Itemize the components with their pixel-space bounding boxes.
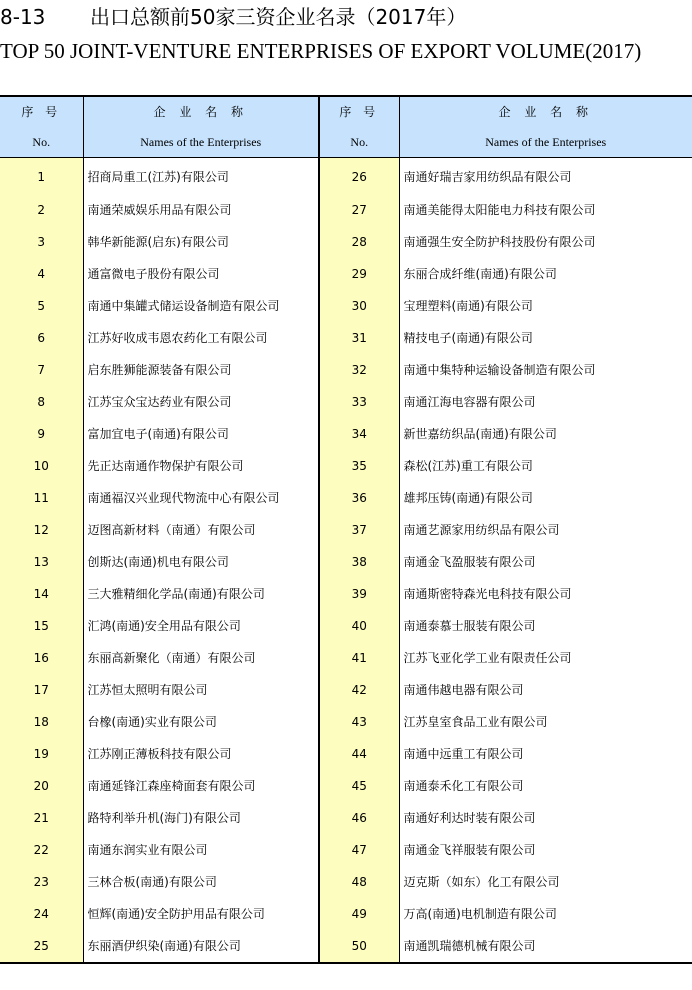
enterprise-name-left: 韩华新能源(启东)有限公司 xyxy=(83,226,319,258)
enterprise-name-left: 通富微电子股份有限公司 xyxy=(83,258,319,290)
row-number-left: 6 xyxy=(0,322,83,354)
enterprise-name-right: 东丽合成纤维(南通)有限公司 xyxy=(403,267,557,281)
table-row xyxy=(0,226,692,258)
table-row xyxy=(0,418,692,450)
enterprise-name-right: 南通中远重工有限公司 xyxy=(403,747,524,761)
row-number-left: 17 xyxy=(0,674,83,706)
row-number-right: 36 xyxy=(319,482,399,514)
row-number-left: 13 xyxy=(0,546,83,578)
enterprise-name-right: 南通艺源家用纺织品有限公司 xyxy=(403,523,560,537)
row-number-left: 14 xyxy=(0,578,83,610)
enterprise-name-left: 南通东润实业有限公司 xyxy=(83,834,319,866)
table-title-chinese xyxy=(0,2,466,32)
enterprise-name-left: 南通福汉兴业现代物流中心有限公司 xyxy=(83,482,319,514)
enterprise-name-right: 南通斯密特森光电科技有限公司 xyxy=(403,587,572,601)
enterprise-name-left: 招商局重工(江苏)有限公司 xyxy=(83,158,319,195)
enterprise-name-left: 三林合板(南通)有限公司 xyxy=(83,866,319,898)
row-number-left: 15 xyxy=(0,610,83,642)
enterprise-name-right: 万高(南通)电机制造有限公司 xyxy=(403,907,557,921)
row-number-left: 10 xyxy=(0,450,83,482)
table-row xyxy=(0,706,692,738)
row-number-left: 8 xyxy=(0,386,83,418)
enterprise-name-left: 路特利举升机(海门)有限公司 xyxy=(83,802,319,834)
table-number: 8-13 xyxy=(0,5,46,29)
enterprise-name-right: 宝理塑料(南通)有限公司 xyxy=(403,299,533,313)
table-row xyxy=(0,354,692,386)
row-number-right: 40 xyxy=(319,610,399,642)
header-name-cn-right: 企 业 名 称 xyxy=(399,96,692,127)
row-number-left: 18 xyxy=(0,706,83,738)
table-row xyxy=(0,546,692,578)
table-row xyxy=(0,578,692,610)
enterprise-name-left: 汇鸿(南通)安全用品有限公司 xyxy=(83,610,319,642)
row-number-right: 32 xyxy=(319,354,399,386)
row-number-right: 28 xyxy=(319,226,399,258)
row-number-right: 33 xyxy=(319,386,399,418)
row-number-left: 24 xyxy=(0,898,83,930)
enterprise-name-left: 启东胜狮能源装备有限公司 xyxy=(83,354,319,386)
enterprise-name-right: 森松(江苏)重工有限公司 xyxy=(403,459,533,473)
enterprise-name-left: 东丽高新聚化（南通）有限公司 xyxy=(83,642,319,674)
enterprise-name-right: 南通中集特种运输设备制造有限公司 xyxy=(403,363,596,377)
enterprise-name-left: 南通荣威娱乐用品有限公司 xyxy=(83,194,319,226)
enterprise-name-right: 南通泰禾化工有限公司 xyxy=(403,779,524,793)
table-row xyxy=(0,674,692,706)
row-number-left: 12 xyxy=(0,514,83,546)
table-row xyxy=(0,158,692,195)
enterprise-name-left: 台橡(南通)实业有限公司 xyxy=(83,706,319,738)
row-number-right: 31 xyxy=(319,322,399,354)
enterprise-name-left: 江苏好收成韦恩农药化工有限公司 xyxy=(83,322,319,354)
row-number-left: 22 xyxy=(0,834,83,866)
table-row xyxy=(0,290,692,322)
header-no-cn-left: 序 号 xyxy=(0,96,83,127)
enterprise-name-left: 三大雅精细化学品(南通)有限公司 xyxy=(83,578,319,610)
row-number-left: 4 xyxy=(0,258,83,290)
enterprise-name-right: 南通泰慕士服装有限公司 xyxy=(403,619,536,633)
row-number-right: 37 xyxy=(319,514,399,546)
row-number-right: 46 xyxy=(319,802,399,834)
enterprise-name-right: 南通凯瑞德机械有限公司 xyxy=(399,930,692,963)
row-number-right: 49 xyxy=(319,898,399,930)
enterprise-name-left: 江苏宝众宝达药业有限公司 xyxy=(83,386,319,418)
row-number-left: 7 xyxy=(0,354,83,386)
row-number-left: 11 xyxy=(0,482,83,514)
enterprise-name-left: 江苏恒太照明有限公司 xyxy=(83,674,319,706)
enterprise-name-right: 南通金飞祥服装有限公司 xyxy=(403,843,536,857)
row-number-left: 2 xyxy=(0,194,83,226)
table-row xyxy=(0,258,692,290)
enterprise-name-left: 东丽酒伊织染(南通)有限公司 xyxy=(83,930,319,963)
enterprise-name-right: 南通好瑞吉家用纺织品有限公司 xyxy=(403,170,572,184)
enterprise-name-right: 雄邦压铸(南通)有限公司 xyxy=(403,491,533,505)
table-row xyxy=(0,834,692,866)
table-row xyxy=(0,642,692,674)
header-no-en-right: No. xyxy=(319,127,399,158)
row-number-right: 45 xyxy=(319,770,399,802)
table-row xyxy=(0,930,692,963)
row-number-left: 20 xyxy=(0,770,83,802)
row-number-right: 39 xyxy=(319,578,399,610)
enterprise-name-left: 恒辉(南通)安全防护用品有限公司 xyxy=(83,898,319,930)
row-number-right: 44 xyxy=(319,738,399,770)
enterprise-name-left: 先正达南通作物保护有限公司 xyxy=(83,450,319,482)
table-body xyxy=(0,158,692,964)
table-row xyxy=(0,386,692,418)
table-row xyxy=(0,738,692,770)
header-name-en-left: Names of the Enterprises xyxy=(83,127,319,158)
enterprise-name-left: 南通中集罐式储运设备制造有限公司 xyxy=(83,290,319,322)
row-number-right: 43 xyxy=(319,706,399,738)
table-row xyxy=(0,610,692,642)
row-number-right: 29 xyxy=(319,258,399,290)
table-row xyxy=(0,770,692,802)
row-number-left: 19 xyxy=(0,738,83,770)
enterprise-name-right: 新世嘉纺织品(南通)有限公司 xyxy=(403,427,557,441)
table-row xyxy=(0,898,692,930)
enterprise-name-right: 江苏飞亚化学工业有限责任公司 xyxy=(403,651,572,665)
row-number-left: 9 xyxy=(0,418,83,450)
row-number-right: 35 xyxy=(319,450,399,482)
enterprise-name-right: 南通美能得太阳能电力科技有限公司 xyxy=(403,203,596,217)
row-number-left: 21 xyxy=(0,802,83,834)
row-number-right: 38 xyxy=(319,546,399,578)
header-name-en-right: Names of the Enterprises xyxy=(399,127,692,158)
table-row xyxy=(0,866,692,898)
table-title-english: TOP 50 JOINT-VENTURE ENTERPRISES OF EXPORT VOLUME(2017) xyxy=(0,39,642,63)
enterprise-name-right: 南通金飞盈服装有限公司 xyxy=(403,555,536,569)
enterprise-name-left: 创斯达(南通)机电有限公司 xyxy=(83,546,319,578)
enterprise-name-right: 南通好利达时装有限公司 xyxy=(403,811,536,825)
row-number-right: 42 xyxy=(319,674,399,706)
header-name-cn-left: 企 业 名 称 xyxy=(83,96,319,127)
row-number-right: 30 xyxy=(319,290,399,322)
row-number-right: 48 xyxy=(319,866,399,898)
enterprise-name-right: 南通伟越电器有限公司 xyxy=(403,683,524,697)
row-number-left: 16 xyxy=(0,642,83,674)
table-row xyxy=(0,802,692,834)
row-number-left: 5 xyxy=(0,290,83,322)
table-row xyxy=(0,450,692,482)
enterprise-table xyxy=(0,95,692,964)
enterprise-name-left: 江苏刚正薄板科技有限公司 xyxy=(83,738,319,770)
header-no-en-left: No. xyxy=(0,127,83,158)
row-number-right: 47 xyxy=(319,834,399,866)
table-row xyxy=(0,482,692,514)
table-row xyxy=(0,322,692,354)
title-chinese-text: 出口总额前50家三资企业名录（2017年） xyxy=(90,5,467,29)
table-row xyxy=(0,194,692,226)
row-number-left: 1 xyxy=(0,158,83,195)
enterprise-name-right: 迈克斯（如东）化工有限公司 xyxy=(403,875,560,889)
row-number-right: 34 xyxy=(319,418,399,450)
row-number-right: 27 xyxy=(319,194,399,226)
header-no-cn-right: 序 号 xyxy=(319,96,399,127)
row-number-right: 50 xyxy=(319,930,399,963)
enterprise-name-right: 江苏皇室食品工业有限公司 xyxy=(403,715,548,729)
row-number-left: 25 xyxy=(0,930,83,963)
row-number-right: 41 xyxy=(319,642,399,674)
table-row xyxy=(0,514,692,546)
row-number-right: 26 xyxy=(319,158,399,195)
enterprise-name-left: 南通延锋江森座椅面套有限公司 xyxy=(83,770,319,802)
row-number-left: 3 xyxy=(0,226,83,258)
enterprise-name-right: 南通江海电容器有限公司 xyxy=(403,395,536,409)
enterprise-name-left: 富加宜电子(南通)有限公司 xyxy=(83,418,319,450)
enterprise-name-left: 迈图高新材料（南通）有限公司 xyxy=(83,514,319,546)
row-number-left: 23 xyxy=(0,866,83,898)
enterprise-name-right: 南通强生安全防护科技股份有限公司 xyxy=(403,235,596,249)
enterprise-name-right: 精技电子(南通)有限公司 xyxy=(403,331,533,345)
